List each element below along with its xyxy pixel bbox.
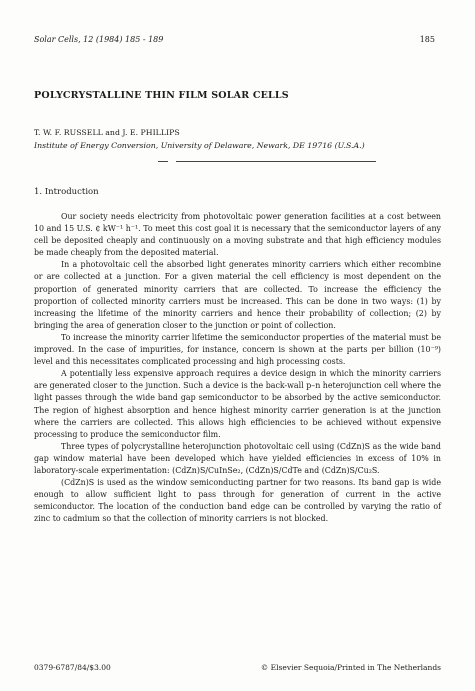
issn-price-code: 0379-6787/84/$3.00 xyxy=(34,663,111,672)
section-heading: 1. Introduction xyxy=(34,187,99,197)
publisher-notice: © Elsevier Sequoia/Printed in The Netherlands xyxy=(260,663,441,672)
page-footer xyxy=(34,663,441,673)
article-body xyxy=(34,211,441,525)
paragraph: In a photovoltaic cell the absorbed light generates minority carriers which either recombine or are collected at a junction. For a given material the cell efficiency is most dependent on the proportion of generated minority carriers that are collected. To increase the efficiency the proportion of collected minority carriers must be increased. This can be done in two ways: (1) by increasing the lifetime of the minority carriers and hence their probability of collection; (2) by bringing the area of generation closer to the junction or point of collection. xyxy=(34,260,441,330)
journal-reference: Solar Cells, 12 (1984) 185 - 189 xyxy=(34,35,164,44)
separator-rule-short xyxy=(158,161,168,162)
running-head xyxy=(34,35,435,45)
author-affiliation: Institute of Energy Conversion, University of Delaware, Newark, DE 19716 (U.S.A.) xyxy=(34,141,365,150)
paragraph: A potentially less expensive approach requires a device design in which the minority carriers are generated closer to the junction. Such a device is the back-wall p–n heterojunction cell where the light passes through the wide band gap semiconductor to be absorbed by the active semiconductor. The region of highest absorption and hence highest minority carrier generation is at the junction where the carriers are collected. This allows high efficiencies to be achieved without expensive processing to produce the semiconductor film. xyxy=(34,369,441,439)
page-number: 185 xyxy=(419,35,435,44)
paragraph: Three types of polycrystalline heterojunction photovoltaic cell using (CdZn)S as the wide band gap window material have been developed which have yielded efficiencies in excess of 10% in laboratory-scale experimentation: (CdZn)S/CuInSe₂, (CdZn)S/CdTe and (CdZn)S/Cu₂S. xyxy=(34,441,441,475)
paragraph: To increase the minority carrier lifetime the semiconductor properties of the material must be improved. In the case of impurities, for instance, concern is shown at the parts per billion (10⁻⁹) level and this necessitates complicated processing and high processing costs. xyxy=(34,332,441,367)
paragraph: (CdZn)S is used as the window semiconducting partner for two reasons. Its band gap is wide enough to allow sufficient light to pass through for generation of current in the active semiconductor. The location of the conduction band edge can be controlled by varying the ratio of zinc to cadmium so that the collection of minority carriers is not blocked. xyxy=(34,478,441,524)
author-list: T. W. F. RUSSELL and J. E. PHILLIPS xyxy=(34,128,180,137)
article-title: POLYCRYSTALLINE THIN FILM SOLAR CELLS xyxy=(34,90,289,101)
paragraph: Our society needs electricity from photovoltaic power generation facilities at a cost between 10 and 15 U.S. ¢ kW⁻¹ h⁻¹. To meet this cost goal it is necessary that the semiconductor layers of any cell be deposited cheaply and continuously on a moving substrate and that high efficiency modules be made cheaply from the deposited material. xyxy=(34,212,441,258)
separator-rule xyxy=(176,161,376,162)
